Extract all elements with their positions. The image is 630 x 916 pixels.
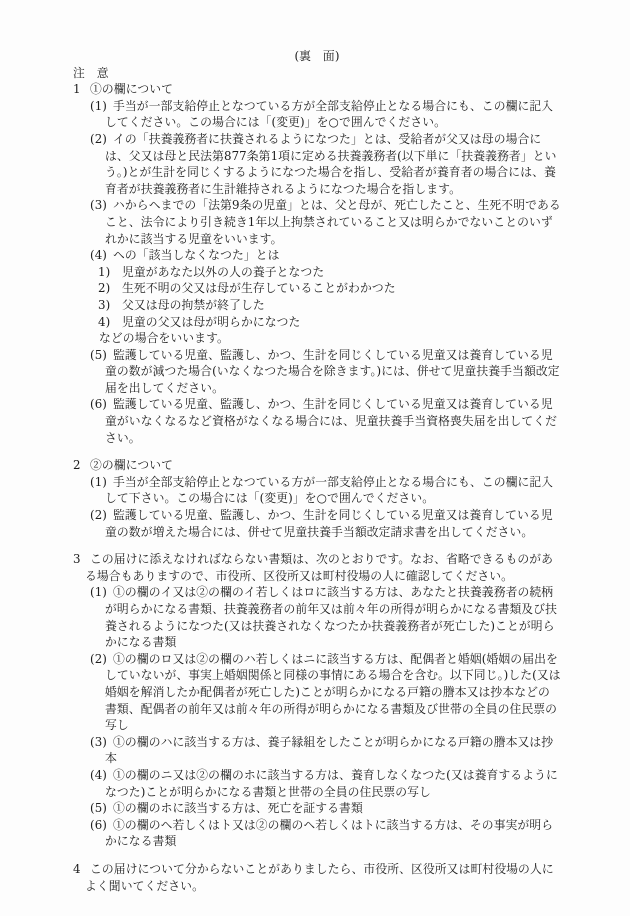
section-heading-text: ①の欄について [90, 82, 174, 97]
section-number: 3 [73, 552, 81, 567]
note-item-3-1 [73, 584, 561, 650]
sub-item-text: 生死不明の父又は母が生存していることがわかつた [122, 281, 396, 296]
item-text: ①の欄のホに該当する方は、死亡を証する書類 [113, 801, 363, 816]
section-number: 1 [73, 82, 81, 97]
sub-item-text: 児童があなた以外の人の養子となつた [122, 264, 325, 279]
item-text: ①の欄のイ又は②の欄のイ若しくはロに該当する方は、あなたと扶養義務者の続柄が明らかになる書類、扶養義務者の前年又は前々年の所得が明らかになる書類及び扶養されるようになつた(又は扶養されなくなつたか扶養義務者が死亡した)ことが明らかになる書類 [105, 585, 558, 650]
item-marker: (4) [90, 767, 108, 782]
page-side-label: (裏 面) [294, 49, 340, 63]
item-marker: (6) [90, 397, 108, 412]
note-item-1-3 [73, 197, 561, 247]
item-text: イの「扶養義務者に扶養されるようになつた」とは、受給者が父又は母の場合には、父又は母と民法第877条第1項に定める扶養義務者(以下単に「扶養義務者」という。)とが生計を同じくするようになつた場合を指し、受給者が養育者の場合には、養育者が扶養義務者に生計維持されるようになつた場合を指します。 [105, 131, 557, 196]
section-number: 4 [73, 861, 81, 876]
section-1-heading [73, 81, 561, 98]
section-2-heading [73, 457, 561, 474]
section-heading-text: この届けに添えなければならない書類は、次のとおりです。なお、省略できるものがある場合もありますので、市役所、区役所又は町村役場の人に確認してください。 [85, 552, 554, 583]
sub-item-text: 児童の父又は母が明らかになつた [122, 314, 301, 329]
sub-item-note: などの場合をいいます。 [99, 331, 229, 346]
item-text: ヘの「該当しなくなつた」とは [113, 248, 280, 263]
item-text: ①の欄のロ又は②の欄のハ若しくはニに該当する方は、配偶者と婚姻(婚姻の届出をしていないが、事実上婚姻関係と同様の事情にある場合を含む。以下同じ。)した(又は婚姻を解消したか配偶者が死亡した)ことが明らかになる戸籍の謄本又は抄本などの書類、配偶者の前年又は前々年の所得が明らかになる書類及び世帯の全員の住民票の写し [105, 651, 561, 733]
item-text: ①の欄のヘ若しくはト又は②の欄のヘ若しくはトに該当する方は、その事実が明らかになる書類 [105, 817, 554, 849]
sub-item-1-4-2 [73, 280, 561, 297]
item-marker: (5) [90, 801, 108, 816]
sub-item-1-4-3 [73, 297, 561, 314]
section-3 [73, 551, 561, 850]
note-item-3-3 [73, 734, 561, 767]
note-item-2-2 [73, 507, 561, 540]
section-heading-text: ②の欄について [90, 458, 174, 473]
caution-heading: 注 意 [73, 65, 109, 80]
note-item-3-4 [73, 767, 561, 800]
section-heading-text: この届けについて分からないことがありましたら、市役所、区役所又は町村役場の人によく聞いてください。 [85, 861, 554, 893]
note-item-1-2 [73, 131, 561, 197]
sub-item-marker: 1) [98, 264, 111, 279]
sub-item-1-4-4 [73, 314, 561, 331]
note-item-1-4 [73, 247, 561, 264]
item-text: 手当が全部支給停止となつている方が一部支給停止となる場合にも、この欄に記入して下さい。この場合には「(変更)」を○で囲んでください。 [105, 474, 554, 506]
item-marker: (2) [90, 508, 108, 523]
item-marker: (2) [90, 131, 108, 146]
section-number: 2 [73, 458, 81, 473]
item-marker: (3) [90, 734, 108, 749]
sub-item-marker: 3) [98, 297, 111, 312]
item-marker: (6) [90, 817, 108, 832]
sub-item-marker: 4) [98, 314, 111, 329]
item-marker: (5) [90, 347, 108, 362]
item-text: 監護している児童、監護し、かつ、生計を同じくしている児童又は養育している児童がいなくなるなど資格がなくなる場合には、児童扶養手当資格喪失届を出してください。 [105, 397, 558, 445]
note-item-2-1 [73, 474, 561, 507]
note-item-3-2 [73, 651, 561, 734]
section-4 [73, 861, 561, 894]
item-marker: (3) [90, 198, 108, 213]
item-marker: (1) [90, 585, 108, 600]
section-1 [73, 81, 561, 446]
item-text: ①の欄のニ又は②の欄のホに該当する方は、養育しなくなつた(又は養育するようになつた)ことが明らかになる書類と世帯の全員の住民票の写し [105, 767, 558, 799]
item-text: ①の欄のハに該当する方は、養子縁組をしたことが明らかになる戸籍の謄本又は抄本 [105, 734, 554, 766]
note-item-1-6 [73, 396, 561, 446]
item-marker: (2) [90, 651, 108, 666]
note-item-3-6 [73, 817, 561, 850]
sub-item-1-4-1 [73, 264, 561, 281]
note-item-1-5 [73, 347, 561, 397]
section-3-heading [73, 551, 561, 584]
item-text: 手当が一部支給停止となつている方が全部支給停止となる場合にも、この欄に記入してください。この場合には「(変更)」を○で囲んでください。 [105, 98, 554, 130]
document-content [73, 48, 561, 894]
item-text: ハからヘまでの「法第9条の児童」とは、父と母が、死亡したこと、生死不明であること、法令により引き続き1年以上拘禁されていること又は明らかでないことのいずれかに該当する児童をいいます。 [105, 198, 561, 246]
note-item-1-1 [73, 98, 561, 131]
sub-item-marker: 2) [98, 281, 111, 296]
sub-item-text: 父又は母の拘禁が終了した [122, 297, 265, 312]
item-marker: (1) [90, 98, 108, 113]
item-text: 監護している児童、監護し、かつ、生計を同じくしている児童又は養育している児童の数が増えた場合には、併せて児童扶養手当額改定請求書を出してください。 [105, 508, 553, 539]
section-4-heading [73, 861, 561, 894]
note-item-3-5 [73, 800, 561, 817]
section-2 [73, 457, 561, 540]
item-text: 監護している児童、監護し、かつ、生計を同じくしている児童又は養育している児童の数が減つた場合(いなくなつた場合を除きます。)には、併せて児童扶養手当額改定届を出してください。 [105, 347, 560, 395]
item-marker: (4) [90, 248, 108, 263]
item-marker: (1) [90, 474, 108, 489]
